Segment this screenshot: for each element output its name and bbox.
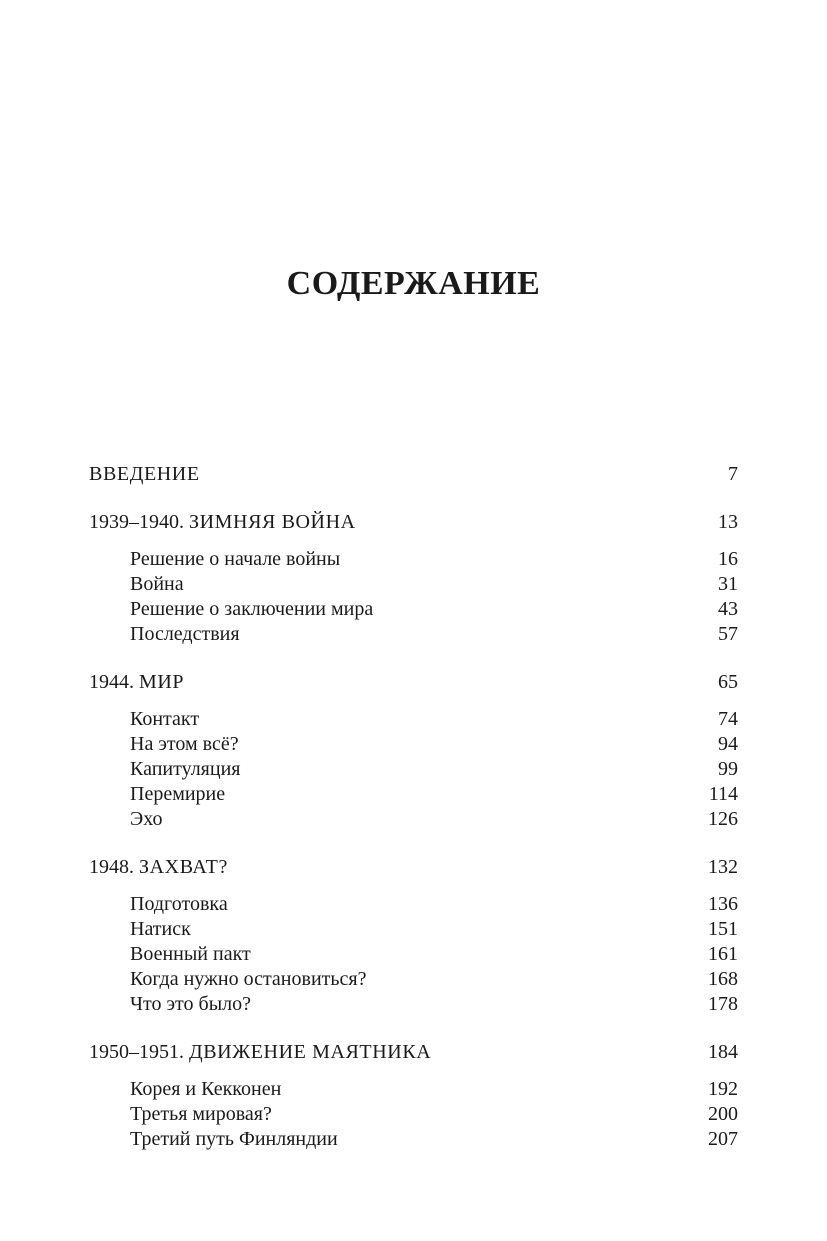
toc-subentry-page: 168 — [708, 968, 738, 990]
toc-subentry-label: Решение о начале войны — [130, 548, 341, 570]
toc-chapter-title — [89, 1040, 431, 1065]
toc-subentry-label: Перемирие — [130, 783, 226, 805]
toc-subentry-page: 136 — [708, 893, 738, 915]
toc-subentry[interactable] — [89, 707, 738, 732]
toc-subentry-page: 151 — [708, 918, 738, 940]
toc-subentry-page: 57 — [718, 623, 738, 645]
page-title: СОДЕРЖАНИЕ — [286, 265, 541, 302]
toc-entry-intro[interactable] — [89, 462, 738, 487]
toc-chapter-label: ЗАХВАТ? — [139, 856, 228, 878]
toc-subentry-page: 161 — [708, 943, 738, 965]
toc-subentry-label: Эхо — [130, 808, 163, 830]
toc-chapter-page: 132 — [708, 856, 738, 878]
toc-subentry[interactable] — [89, 547, 738, 572]
toc-subentry[interactable] — [89, 597, 738, 622]
toc-chapter-page: 65 — [718, 671, 738, 693]
toc-subentry-page: 192 — [708, 1078, 738, 1100]
toc-chapter-title — [89, 670, 184, 695]
toc-entry-page: 7 — [728, 463, 738, 485]
toc-chapter-year: 1948. — [89, 856, 134, 878]
toc-section-winter-war — [89, 510, 738, 647]
toc-chapter-title — [89, 855, 228, 880]
toc-subentry-page: 126 — [708, 808, 738, 830]
toc-subentry[interactable] — [89, 807, 738, 832]
toc-subentry[interactable] — [89, 917, 738, 942]
table-of-contents — [89, 462, 738, 1175]
toc-subentry-label: Военный пакт — [130, 943, 251, 965]
toc-subentry-page: 114 — [708, 783, 738, 805]
toc-subentry-page: 207 — [708, 1128, 738, 1150]
toc-subentry-page: 43 — [718, 598, 738, 620]
toc-chapter-year: 1939–1940. — [89, 511, 184, 533]
toc-section-peace — [89, 670, 738, 832]
toc-subentry-label: Последствия — [130, 623, 240, 645]
toc-subentry[interactable] — [89, 757, 738, 782]
toc-subentry[interactable] — [89, 732, 738, 757]
toc-subentry[interactable] — [89, 992, 738, 1017]
toc-chapter-page: 13 — [718, 511, 738, 533]
toc-chapter-heading[interactable] — [89, 510, 738, 535]
toc-chapter-year: 1944. — [89, 671, 134, 693]
toc-subentry-label: На этом всё? — [130, 733, 239, 755]
toc-chapter-year: 1950–1951. — [89, 1041, 184, 1063]
toc-subentry-label: Натиск — [130, 918, 191, 940]
toc-chapter-heading[interactable] — [89, 855, 738, 880]
toc-subentry-page: 74 — [718, 708, 738, 730]
toc-subentry-label: Контакт — [130, 708, 200, 730]
toc-subentry[interactable] — [89, 572, 738, 597]
toc-subentry[interactable] — [89, 942, 738, 967]
toc-subentry[interactable] — [89, 1127, 738, 1152]
toc-section-intro — [89, 462, 738, 487]
toc-subentry-label: Корея и Кекконен — [130, 1078, 282, 1100]
toc-subentry[interactable] — [89, 622, 738, 647]
toc-chapter-label: ДВИЖЕНИЕ МАЯТНИКА — [189, 1041, 432, 1063]
toc-subentry[interactable] — [89, 967, 738, 992]
toc-subentry-page: 31 — [718, 573, 738, 595]
toc-subentry-page: 99 — [718, 758, 738, 780]
toc-subentry[interactable] — [89, 782, 738, 807]
toc-chapter-heading[interactable] — [89, 1040, 738, 1065]
toc-subentry-label: Третья мировая? — [130, 1103, 272, 1125]
toc-subentry-label: Что это было? — [130, 993, 252, 1015]
toc-section-seizure — [89, 855, 738, 1017]
toc-subentry[interactable] — [89, 1077, 738, 1102]
toc-subentry-page: 94 — [718, 733, 738, 755]
toc-chapter-label: МИР — [139, 671, 185, 693]
toc-subentry-label: Капитуляция — [130, 758, 241, 780]
toc-subentry-label: Решение о заключении мира — [130, 598, 374, 620]
toc-subentry-label: Третий путь Финляндии — [130, 1128, 338, 1150]
toc-subentry-label: Когда нужно остановиться? — [130, 968, 367, 990]
toc-subentry[interactable] — [89, 892, 738, 917]
toc-subentry-label: Подготовка — [130, 893, 228, 915]
toc-section-pendulum — [89, 1040, 738, 1152]
toc-subentry-page: 178 — [708, 993, 738, 1015]
toc-chapter-heading[interactable] — [89, 670, 738, 695]
toc-subentry-page: 200 — [708, 1103, 738, 1125]
toc-subentry-label: Война — [130, 573, 184, 595]
toc-chapter-label: ЗИМНЯЯ ВОЙНА — [189, 511, 356, 533]
toc-entry-label: ВВЕДЕНИЕ — [89, 463, 200, 485]
toc-subentry[interactable] — [89, 1102, 738, 1127]
toc-chapter-page: 184 — [708, 1041, 738, 1063]
toc-chapter-title — [89, 510, 356, 535]
toc-subentry-page: 16 — [718, 548, 738, 570]
